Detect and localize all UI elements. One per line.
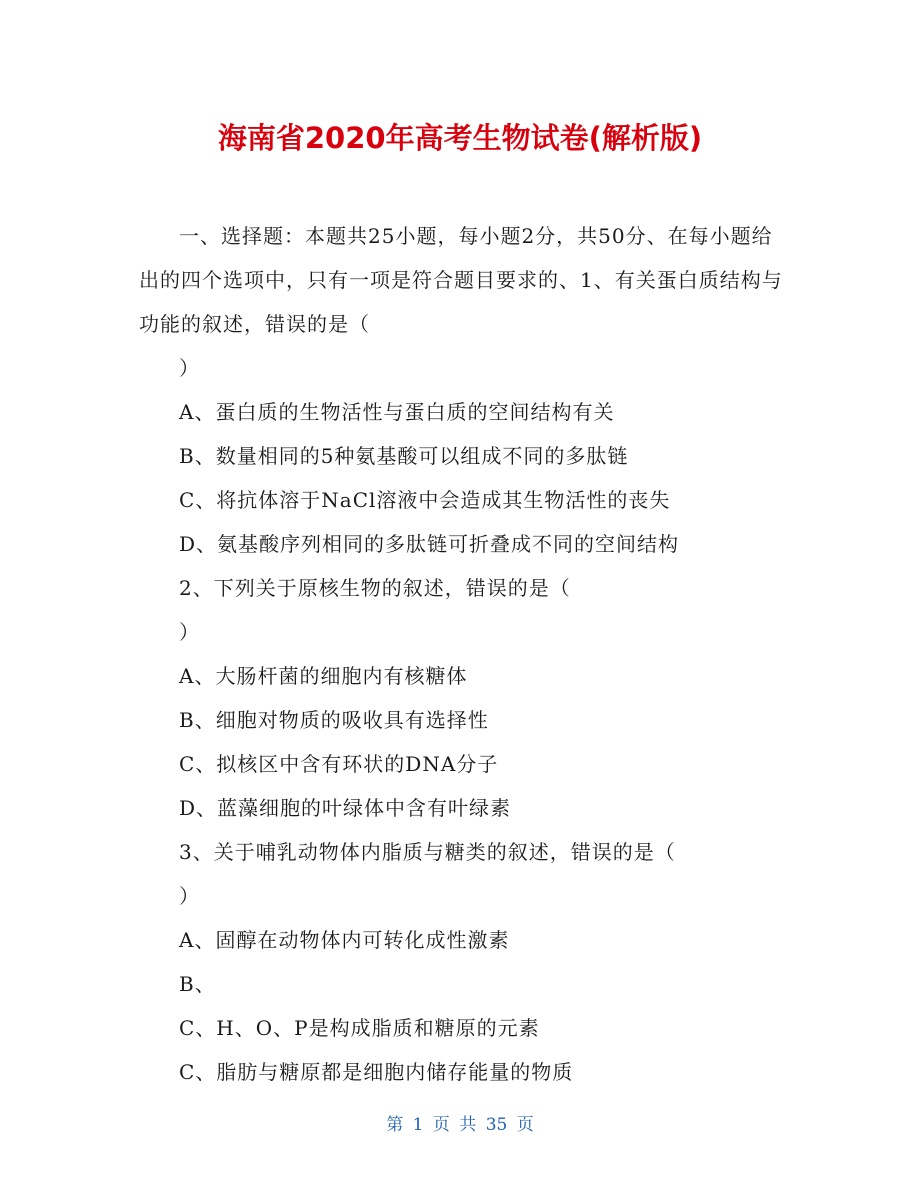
question-2-bracket-close: ） <box>179 620 200 644</box>
question-1-option-c: C、将抗体溶于NaCl溶液中会造成其生物活性的丧失 <box>179 488 671 512</box>
section-intro-question-1: 一、选择题：本题共25小题，每小题2分，共50分、在每小题给出的四个选项中，只有一项是符合题目要求的、1、有关蛋白质结构与功能的叙述，错误的是（ <box>139 224 783 336</box>
question-3-option-a: A、固醇在动物体内可转化成性激素 <box>179 928 510 952</box>
question-2-option-b: B、细胞对物质的吸收具有选择性 <box>179 708 489 732</box>
page-number-footer: 第 1 页 共 35 页 <box>386 1115 534 1135</box>
document-body <box>139 214 787 1094</box>
question-3-option-b: B、 <box>179 972 216 996</box>
question-1-option-a: A、蛋白质的生物活性与蛋白质的空间结构有关 <box>179 400 615 424</box>
question-3-option-c: C、脂肪与糖原都是细胞内储存能量的物质 <box>179 1060 574 1084</box>
question-3-stem: 3、关于哺乳动物体内脂质与糖类的叙述，错误的是（ <box>179 840 676 864</box>
document-title: 海南省2020年高考生物试卷(解析版) <box>217 121 703 155</box>
question-1-option-b: B、数量相同的5种氨基酸可以组成不同的多肽链 <box>179 444 629 468</box>
question-3-option-b-continued: C、H、O、P是构成脂质和糖原的元素 <box>179 1016 540 1040</box>
question-2-option-c: C、拟核区中含有环状的DNA分子 <box>179 752 499 776</box>
question-1-option-d: D、氨基酸序列相同的多肽链可折叠成不同的空间结构 <box>179 532 680 556</box>
question-2-option-d: D、蓝藻细胞的叶绿体中含有叶绿素 <box>179 796 512 820</box>
question-2-option-a: A、大肠杆菌的细胞内有核糖体 <box>179 664 468 688</box>
question-2-stem: 2、下列关于原核生物的叙述，错误的是（ <box>179 576 571 600</box>
question-1-bracket-close: ） <box>179 356 200 380</box>
question-3-bracket-close: ） <box>179 884 200 908</box>
